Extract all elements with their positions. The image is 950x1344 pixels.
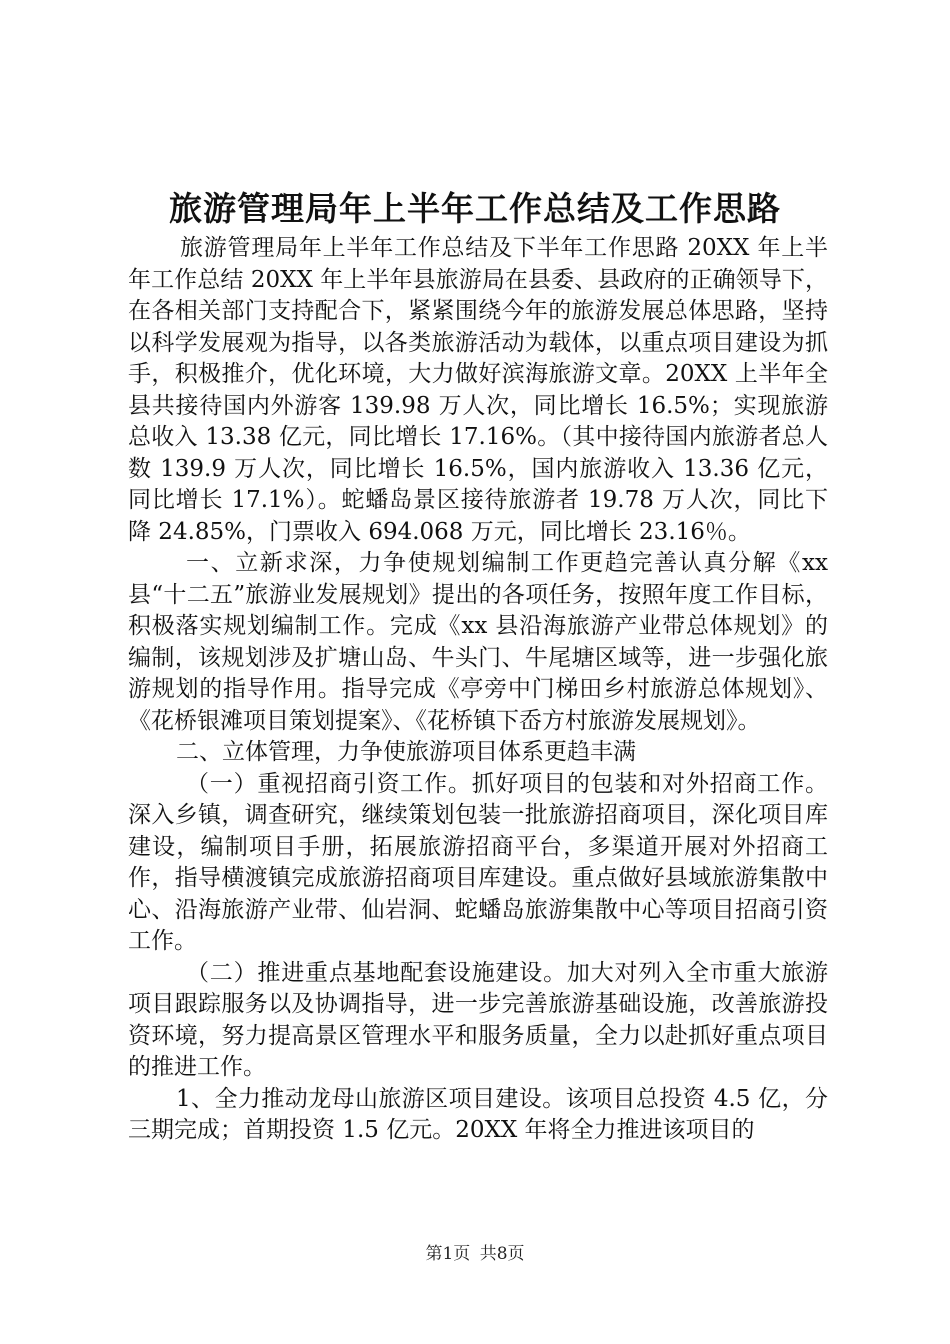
paragraph-investment: （一）重视招商引资工作。抓好项目的包装和对外招商工作。深入乡镇，调查研究，继续策划包装一批旅游招商项目，深化项目库建设，编制项目手册，拓展旅游招商平台，多渠道开展对外招商工作，指导横渡镇完成旅游招商项目库建设。重点做好县域旅游集散中心、沿海旅游产业带、仙岩洞、蛇蟠岛旅游集散中心等项目招商引资工作。 — [128, 770, 828, 954]
paragraph-section-one: 一、立新求深，力争使规划编制工作更趋完善认真分解《xx 县“十二五”旅游业发展规划》提出的各项任务，按照年度工作目标，积极落实规划编制工作。完成《xx 县沿海旅游产业带总体规划》的编制，该规划涉及扩塘山岛、牛头门、牛尾塘区域等，进一步强化旅游规划的指导作用。指导完成《亭旁中门梯田乡村旅游总体规划》、《花桥银滩项目策划提案》、《花桥镇下岙方村旅游发展规划》。 — [128, 550, 828, 734]
paragraph-summary: 旅游管理局年上半年工作总结及下半年工作思路 20XX 年上半年工作总结 20XX 年上半年县旅游局在县委、县政府的正确领导下，在各相关部门支持配合下，紧紧围绕今年的旅游发展总体思路，坚持以科学发展观为指导，以各类旅游活动为载体，以重点项目建设为抓手，积极推介，优化环境，大力做好滨海旅游文章。20XX 上半年全县共接待国内外游客 139.98 万人次，同比增长 16.5%；实现旅游总收入 13.38 亿元，同比增长 17.16%。（其中接待国内旅游者总人数 139.9 万人次，同比增长 16.5%，国内旅游收入 13.36 亿元，同比增长 17.1%）。蛇蟠岛景区接待旅游者 19.78 万人次，同比下降 24.85%，门票收入 694.068 万元，同比增长 23.16％。 — [128, 235, 828, 545]
document-title: 旅游管理局年上半年工作总结及工作思路 — [169, 189, 781, 228]
page-footer — [0, 1242, 950, 1266]
page-number: 第1页 — [425, 1244, 471, 1264]
page-total: 共8页 — [479, 1244, 525, 1264]
paragraph-section-two-heading: 二、立体管理，力争使旅游项目体系更趋丰满 — [176, 739, 636, 765]
document-body — [128, 233, 828, 1147]
paragraph-infrastructure: （二）推进重点基地配套设施建设。加大对列入全市重大旅游项目跟踪服务以及协调指导，进一步完善旅游基础设施，改善旅游投资环境，努力提高景区管理水平和服务质量，全力以赴抓好重点项目的推进工作。 — [128, 959, 828, 1080]
paragraph-longmushan: 1、全力推动龙母山旅游区项目建设。该项目总投资 4.5 亿，分三期完成；首期投资 1.5 亿元。20XX 年将全力推进该项目的 — [128, 1085, 828, 1143]
